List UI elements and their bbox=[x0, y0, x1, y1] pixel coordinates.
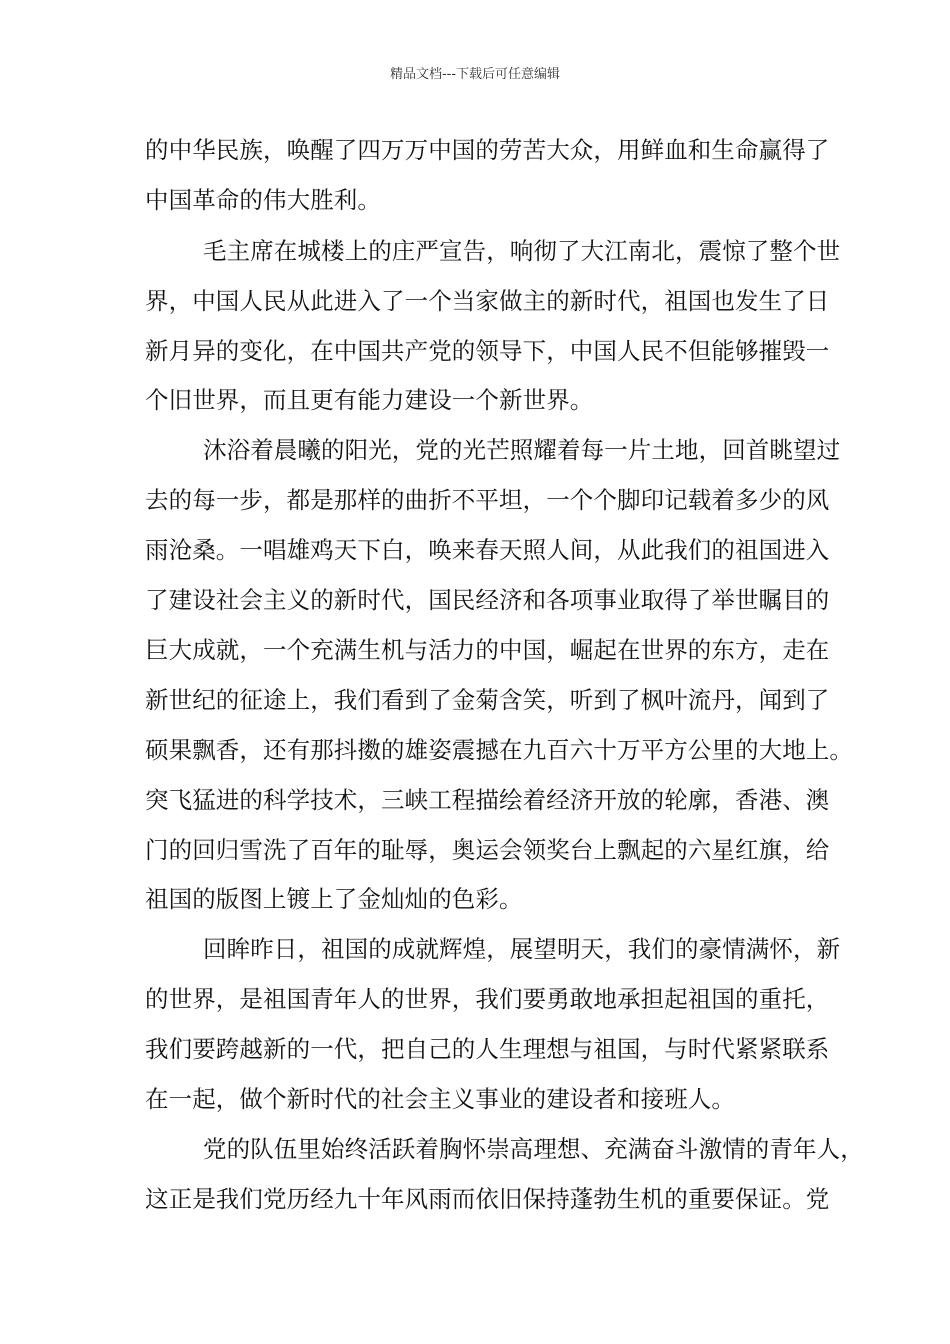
text-line: 巨大成就，一个充满生机与活力的中国，崛起在世界的东方，走在 bbox=[145, 636, 830, 664]
text-line: 我们要跨越新的一代，把自己的人生理想与祖国，与时代紧紧联系 bbox=[145, 1035, 830, 1063]
text-line: 了建设社会主义的新时代，国民经济和各项事业取得了举世瞩目的 bbox=[145, 586, 830, 614]
text-line: 这正是我们党历经九十年风雨而依旧保持蓬勃生机的重要保证。党 bbox=[145, 1185, 830, 1213]
text-line-paragraph-start: 党的队伍里始终活跃着胸怀崇高理想、充满奋斗激情的青年人， bbox=[203, 1135, 864, 1163]
text-line: 个旧世界，而且更有能力建设一个新世界。 bbox=[145, 386, 594, 414]
text-line: 雨沧桑。一唱雄鸡天下白，唤来春天照人间，从此我们的祖国进入 bbox=[145, 536, 830, 564]
text-line: 门的回归雪洗了百年的耻辱，奥运会领奖台上飘起的六星红旗，给 bbox=[145, 836, 830, 864]
text-line: 界，中国人民从此进入了一个当家做主的新时代，祖国也发生了日 bbox=[145, 287, 830, 315]
text-line: 在一起，做个新时代的社会主义事业的建设者和接班人。 bbox=[145, 1085, 735, 1113]
text-line: 的中华民族，唤醒了四万万中国的劳苦大众，用鲜血和生命赢得了 bbox=[145, 136, 830, 164]
text-line-paragraph-start: 沐浴着晨曦的阳光，党的光芒照耀着每一片土地，回首眺望过 bbox=[203, 436, 841, 464]
text-line: 的世界，是祖国青年人的世界，我们要勇敢地承担起祖国的重托， bbox=[145, 985, 830, 1013]
text-line: 突飞猛进的科学技术，三峡工程描绘着经济开放的轮廓，香港、澳 bbox=[145, 786, 830, 814]
text-line-paragraph-start: 回眸昨日，祖国的成就辉煌，展望明天，我们的豪情满怀，新 bbox=[203, 935, 841, 963]
text-line: 去的每一步，都是那样的曲折不平坦，一个个脚印记载着多少的风 bbox=[145, 486, 830, 514]
text-line: 中国革命的伟大胜利。 bbox=[145, 186, 381, 214]
text-line: 祖国的版图上镀上了金灿灿的色彩。 bbox=[145, 885, 523, 913]
text-line: 硕果飘香，还有那抖擞的雄姿震撼在九百六十万平方公里的大地上。 bbox=[145, 736, 853, 764]
page-header: 精品文档---下载后可任意编辑 bbox=[389, 67, 561, 82]
text-line-paragraph-start: 毛主席在城楼上的庄严宣告，响彻了大江南北，震惊了整个世 bbox=[203, 237, 841, 265]
text-line: 新世纪的征途上，我们看到了金菊含笑，听到了枫叶流丹，闻到了 bbox=[145, 686, 830, 714]
text-line: 新月异的变化，在中国共产党的领导下，中国人民不但能够摧毁一 bbox=[145, 337, 830, 365]
